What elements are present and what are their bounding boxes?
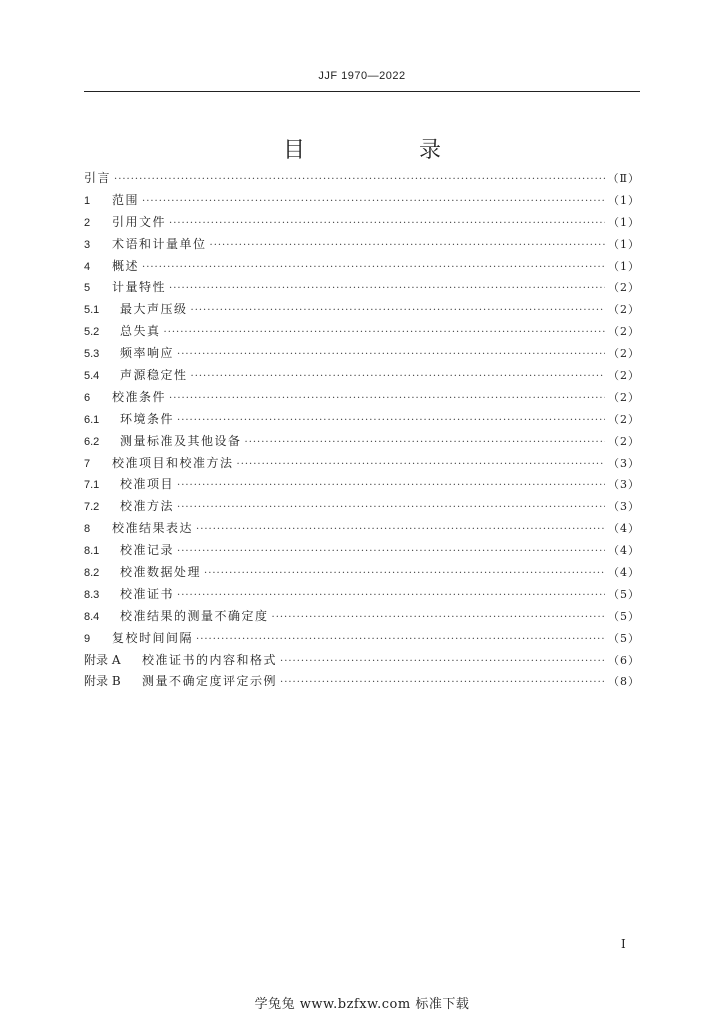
toc-entry-page: （4） — [608, 566, 640, 580]
toc-entry-page: （6） — [608, 653, 640, 667]
toc-entry-page: （1） — [608, 215, 640, 229]
toc-entry-label: 最大声压级 — [120, 302, 188, 317]
toc-entry-page: （5） — [608, 587, 640, 601]
toc-leader — [142, 191, 605, 213]
toc-entry-page: （2） — [608, 347, 640, 361]
toc-leader — [196, 519, 605, 541]
toc-entry-number: 5 — [84, 282, 91, 295]
toc-entry-number: 7 — [84, 457, 91, 470]
toc-entry-page: （2） — [608, 434, 640, 448]
toc-entry-label: 测量标准及其他设备 — [120, 433, 242, 448]
toc-entry[interactable] — [84, 256, 640, 278]
toc-entry-page: （2） — [608, 281, 640, 295]
toc-entry[interactable] — [84, 650, 640, 672]
toc-entry[interactable] — [84, 365, 640, 387]
toc-entry-number: 5.4 — [84, 370, 100, 383]
toc-entry-label: 测量不确定度评定示例 — [142, 674, 278, 689]
toc-entry[interactable] — [84, 431, 640, 453]
toc-leader — [204, 563, 605, 585]
toc-entry-page: （3） — [608, 478, 640, 492]
toc-entry-label: 校准证书的内容和格式 — [142, 652, 278, 667]
page-number: Ⅰ — [621, 937, 626, 951]
toc-leader — [177, 410, 605, 432]
toc-entry[interactable] — [84, 168, 640, 190]
toc-entry-page: （8） — [608, 675, 640, 689]
toc-entry[interactable] — [84, 277, 640, 299]
toc-leader — [169, 278, 605, 300]
toc-leader — [164, 322, 605, 344]
toc-entry-label: 引用文件 — [112, 214, 167, 229]
toc-entry-number: 8.2 — [84, 567, 100, 580]
toc-entry-page: （2） — [608, 390, 640, 404]
toc-entry[interactable] — [84, 628, 640, 650]
toc-entry-number: 附录 A — [84, 652, 121, 667]
toc-entry-page: （1） — [608, 193, 640, 207]
toc-entry-label: 计量特性 — [112, 280, 167, 295]
toc-entry[interactable] — [84, 299, 640, 321]
toc-entry-page: （5） — [608, 609, 640, 623]
toc-entry-page: （2） — [608, 303, 640, 317]
toc-leader — [169, 388, 605, 410]
toc-list — [84, 168, 640, 693]
toc-leader — [210, 235, 605, 257]
toc-entry-number: 8.1 — [84, 545, 100, 558]
toc-entry[interactable] — [84, 671, 640, 693]
toc-entry-page: （1） — [608, 237, 640, 251]
toc-leader — [280, 672, 605, 694]
toc-leader — [280, 651, 605, 673]
toc-entry-number: 1 — [84, 194, 91, 207]
toc-entry-label: 校准证书 — [120, 586, 175, 601]
toc-entry[interactable] — [84, 234, 640, 256]
toc-entry-page: （Ⅱ） — [607, 172, 640, 185]
toc-entry-label: 声源稳定性 — [120, 368, 188, 383]
toc-leader — [114, 169, 605, 191]
toc-entry-number: 8 — [84, 523, 91, 536]
toc-leader — [191, 300, 605, 322]
toc-entry-label: 术语和计量单位 — [112, 236, 207, 251]
toc-entry-number: 9 — [84, 632, 91, 645]
toc-entry-label: 校准结果表达 — [112, 521, 194, 536]
toc-entry-page: （2） — [608, 412, 640, 426]
toc-entry-label: 校准项目和校准方法 — [112, 455, 234, 470]
toc-entry-number: 4 — [84, 260, 91, 273]
toc-entry-label: 校准方法 — [120, 499, 175, 514]
toc-entry-number: 7.1 — [84, 479, 100, 492]
toc-entry-number: 2 — [84, 216, 91, 229]
toc-entry[interactable] — [84, 540, 640, 562]
toc-entry-number: 6 — [84, 391, 91, 404]
toc-entry-label: 范围 — [112, 192, 140, 207]
toc-entry-label: 引言 — [84, 171, 112, 185]
toc-entry-number: 6.2 — [84, 435, 100, 448]
toc-entry[interactable] — [84, 387, 640, 409]
toc-entry[interactable] — [84, 562, 640, 584]
toc-entry-label: 频率响应 — [120, 346, 175, 361]
toc-entry-label: 校准记录 — [120, 543, 175, 558]
toc-entry-label: 概述 — [112, 258, 140, 273]
toc-entry-label: 复校时间间隔 — [112, 630, 194, 645]
header-rule — [84, 91, 640, 92]
toc-entry-page: （2） — [608, 369, 640, 383]
toc-leader — [177, 344, 605, 366]
toc-entry-page: （4） — [608, 522, 640, 536]
toc-leader — [177, 541, 605, 563]
toc-entry-number: 5.1 — [84, 304, 100, 317]
toc-entry-number: 5.2 — [84, 326, 100, 339]
document-code: JJF 1970—2022 — [318, 70, 406, 82]
footer-watermark: 学兔兔 www.bzfxw.com 标准下载 — [254, 997, 470, 1012]
toc-entry-label: 校准数据处理 — [120, 565, 202, 580]
toc-leader — [191, 366, 605, 388]
toc-entry-label: 环境条件 — [120, 411, 175, 426]
toc-leader — [177, 497, 605, 519]
toc-entry-number: 附录 B — [84, 674, 121, 689]
toc-entry-number: 3 — [84, 238, 91, 251]
toc-leader — [196, 629, 605, 651]
toc-entry[interactable] — [84, 518, 640, 540]
toc-leader — [237, 454, 605, 476]
toc-entry[interactable] — [84, 606, 640, 628]
toc-entry-number: 6.1 — [84, 413, 100, 426]
toc-entry-page: （2） — [608, 325, 640, 339]
toc-entry[interactable] — [84, 453, 640, 475]
toc-entry[interactable] — [84, 190, 640, 212]
toc-entry-label: 总失真 — [120, 324, 161, 339]
toc-title: 目 录 — [282, 137, 487, 163]
toc-entry-page: （4） — [608, 544, 640, 558]
toc-entry-number: 7.2 — [84, 501, 100, 514]
toc-leader — [177, 585, 605, 607]
toc-entry-number: 8.3 — [84, 588, 100, 601]
toc-entry-label: 校准项目 — [120, 477, 175, 492]
toc-leader — [177, 475, 605, 497]
toc-entry-number: 5.3 — [84, 348, 100, 361]
toc-leader — [169, 213, 605, 235]
toc-leader — [245, 432, 605, 454]
toc-entry[interactable] — [84, 321, 640, 343]
toc-leader — [272, 607, 605, 629]
toc-entry[interactable] — [84, 343, 640, 365]
toc-entry[interactable] — [84, 584, 640, 606]
toc-entry-page: （5） — [608, 631, 640, 645]
toc-entry-page: （3） — [608, 456, 640, 470]
toc-leader — [142, 257, 605, 279]
toc-entry[interactable] — [84, 409, 640, 431]
toc-entry-label: 校准结果的测量不确定度 — [120, 608, 269, 623]
toc-entry-page: （3） — [608, 500, 640, 514]
toc-entry[interactable] — [84, 212, 640, 234]
toc-entry[interactable] — [84, 496, 640, 518]
toc-entry[interactable] — [84, 474, 640, 496]
toc-entry-page: （1） — [608, 259, 640, 273]
toc-entry-label: 校准条件 — [112, 389, 167, 404]
toc-entry-number: 8.4 — [84, 610, 100, 623]
